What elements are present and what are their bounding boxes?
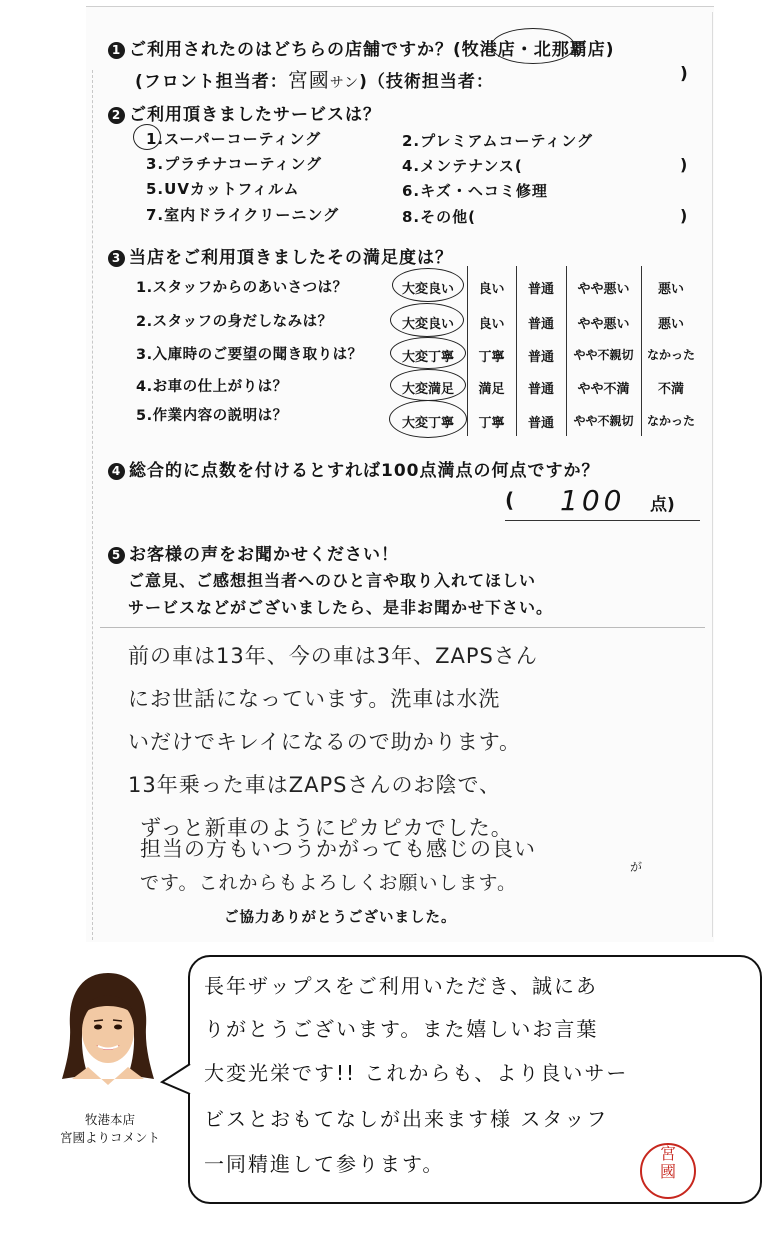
sat-2-option: 良い xyxy=(478,317,505,332)
sat-5-option: 丁寧 xyxy=(478,416,505,431)
service-3: 3.プラチナコーティング xyxy=(146,155,323,173)
card-fold-line xyxy=(92,70,93,940)
sat-2-option: 普通 xyxy=(527,317,554,332)
comment-top-rule xyxy=(100,627,705,628)
sat-1-option: 普通 xyxy=(527,282,554,297)
sat-5-option: なかった xyxy=(646,414,695,428)
service-6: 6.キズ・ヘコミ修理 xyxy=(402,182,548,200)
sat-4-option: 大変満足 xyxy=(401,382,454,397)
comment-line-7: です。これからもよろしくお願いします。 xyxy=(140,872,517,894)
sat-1-option: 悪い xyxy=(657,282,684,297)
reply-line-2: りがとうございます。また嬉しいお言葉 xyxy=(204,1017,599,1041)
card-edge xyxy=(712,12,713,937)
comment-line-3: いだけでキレイになるので助かります。 xyxy=(128,730,522,754)
score-unit: 点) xyxy=(650,495,675,515)
sat-4-option: やや不満 xyxy=(577,382,630,397)
sat-question-2: 2.スタッフの身だしなみは？ xyxy=(136,314,333,330)
sat-3-option: なかった xyxy=(646,348,695,362)
reply-line-1: 長年ザップスをご利用いただき、誠にあ xyxy=(204,974,598,998)
q1-number-icon: 1 xyxy=(108,42,125,59)
sat-1-option: 良い xyxy=(478,282,505,297)
sat-question-1: 1.スタッフからのあいさつは？ xyxy=(136,280,348,296)
score-value: 100 xyxy=(560,484,626,517)
service-8-close: ) xyxy=(680,206,688,225)
q5-question: 5 お客様の声をお聞かせください！ xyxy=(108,540,399,565)
name-seal-stamp: 宮 國 xyxy=(640,1143,696,1199)
sat-1-selected-circle xyxy=(392,268,464,302)
selected-store-circle xyxy=(491,28,575,64)
score-open-paren: ( xyxy=(505,488,515,512)
sat-question-3: 3.入庫時のご要望の聞き取りは？ xyxy=(136,347,363,363)
staff-comment-caption: 宮國よりコメント xyxy=(59,1130,160,1145)
service-8: 8.その他( xyxy=(402,208,476,226)
sat-question-4: 4.お車の仕上がりは？ xyxy=(136,379,288,395)
comment-line-1: 前の車は13年、今の車は3年、ZAPSさん xyxy=(128,644,538,668)
sat-2-option: やや悪い xyxy=(577,317,630,332)
selected-service-circle xyxy=(133,124,161,150)
q1-question: 1 ご利用されたのはどちらの店舗ですか？(牧港店・北那覇店) xyxy=(108,35,615,60)
service-1: 1.スーパーコーティング xyxy=(146,130,322,148)
q1-staff-line: (フロント担当者：宮國サン)（技術担当者： xyxy=(135,68,494,92)
sat-5-option: 大変丁寧 xyxy=(401,416,454,431)
sat-3-option: 大変丁寧 xyxy=(401,350,454,365)
service-2: 2.プレミアムコーティング xyxy=(402,132,593,150)
service-5: 5.UVカットフィルム xyxy=(146,180,300,198)
service-4: 4.メンテナンス( xyxy=(402,157,523,175)
sat-4-selected-circle xyxy=(390,369,466,401)
reply-line-4: ビスとおもてなしが出来ます様 スタッフ xyxy=(204,1107,609,1131)
q5-subtitle-1: ご意見、ご感想担当者へのひと言や取り入れてほしい xyxy=(128,571,537,590)
service-7: 7.室内ドライクリーニング xyxy=(146,206,340,224)
comment-line-4: 13年乗った車はZAPSさんのお陰で、 xyxy=(128,773,502,797)
q4-question: 4 総合的に点数を付けるとすれば100点満点の何点ですか？ xyxy=(108,456,600,481)
store-makiminato: 牧港店 xyxy=(461,40,516,60)
thanks-message: ご協力ありがとうございました。 xyxy=(224,910,457,926)
score-underline xyxy=(505,520,700,521)
sat-3-selected-circle xyxy=(390,337,466,369)
sat-3-option: 丁寧 xyxy=(478,350,505,365)
sat-5-selected-circle xyxy=(389,400,467,438)
bubble-tail xyxy=(160,1060,192,1100)
sat-5-option: やや不親切 xyxy=(573,414,634,428)
front-staff-name: 宮國 xyxy=(287,68,330,92)
comment-insert-mark: が xyxy=(630,860,643,874)
q5-number-icon: 5 xyxy=(108,547,125,564)
q3-question: 3 当店をご利用頂きましたその満足度は？ xyxy=(108,243,453,268)
service-4-close: ) xyxy=(680,155,688,174)
sat-4-option: 満足 xyxy=(478,382,505,397)
sat-5-option: 普通 xyxy=(527,416,554,431)
q3-number-icon: 3 xyxy=(108,250,125,267)
sat-question-5: 5.作業内容の説明は？ xyxy=(136,408,288,424)
q2-number-icon: 2 xyxy=(108,107,125,124)
q1-tech-close: ) xyxy=(680,64,689,84)
comment-line-2: にお世話になっています。洗車は水洗 xyxy=(128,687,501,711)
sat-3-option: やや不親切 xyxy=(573,348,634,362)
sat-1-option: 大変良い xyxy=(401,282,454,297)
staff-store-caption: 牧港本店 xyxy=(84,1112,135,1127)
sat-3-option: 普通 xyxy=(527,350,554,365)
store-kitanaha: 北那覇店 xyxy=(533,40,606,60)
sat-2-selected-circle xyxy=(390,303,464,337)
sat-2-option: 悪い xyxy=(657,317,684,332)
q5-subtitle-2: サービスなどがございましたら、是非お聞かせ下さい。 xyxy=(128,598,554,617)
comment-line-6: 担当の方もいつうかがっても感じの良い xyxy=(140,837,536,861)
sat-4-option: 普通 xyxy=(527,382,554,397)
q4-number-icon: 4 xyxy=(108,463,125,480)
q2-question: 2 ご利用頂きましたサービスは？ xyxy=(108,100,381,125)
reply-line-3: 大変光栄です!! これからも、より良いサー xyxy=(204,1061,629,1085)
sat-2-option: 大変良い xyxy=(401,317,454,332)
staff-avatar xyxy=(58,967,158,1087)
sat-1-option: やや悪い xyxy=(577,282,630,297)
comment-line-5: ずっと新車のようにピカピカでした。 xyxy=(140,816,513,840)
sat-4-option: 不満 xyxy=(657,382,684,397)
reply-line-5: 一同精進して参ります。 xyxy=(204,1152,445,1176)
